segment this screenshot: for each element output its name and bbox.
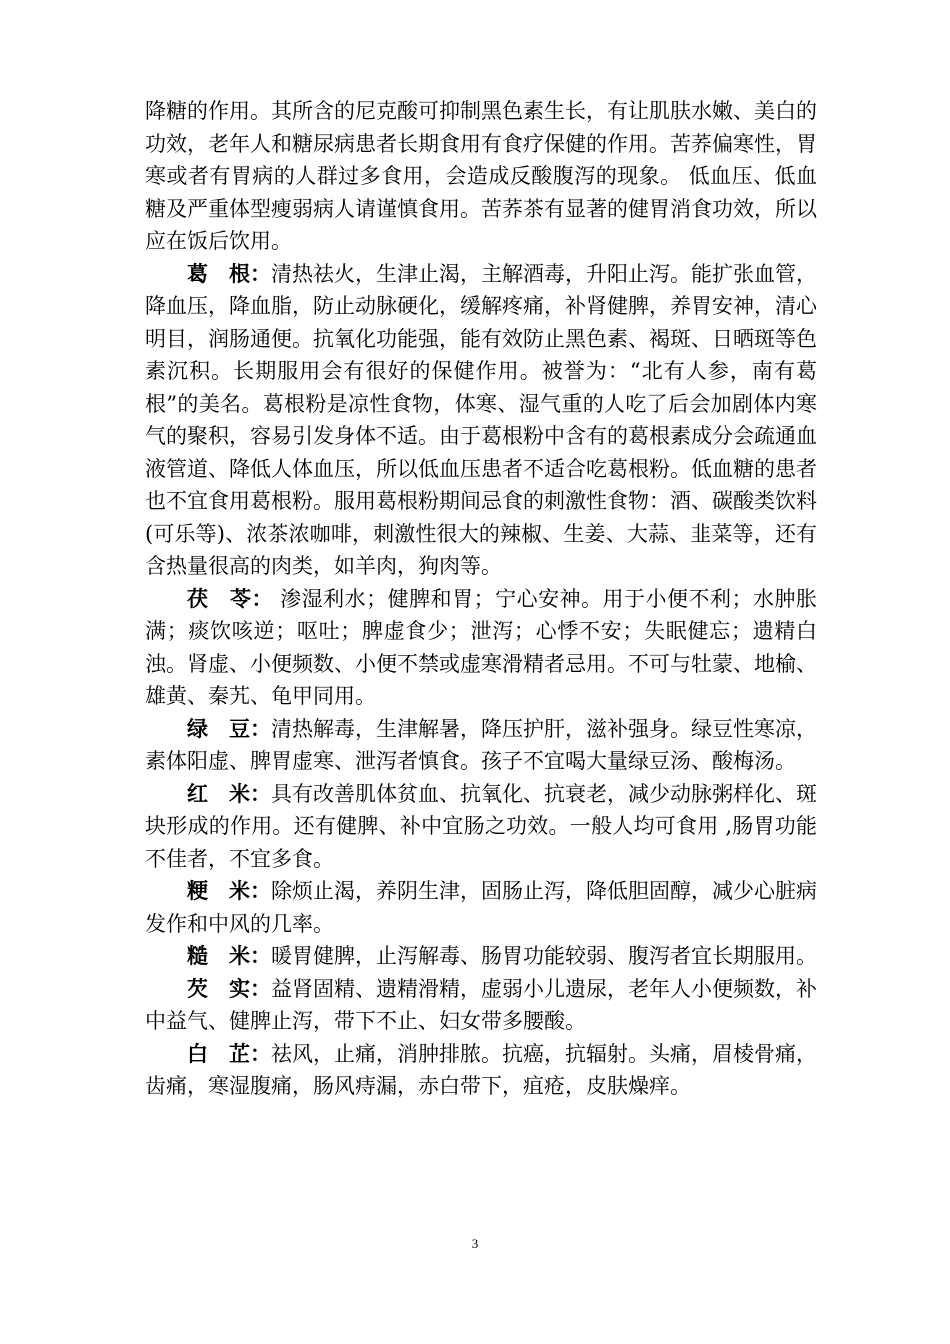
entry-term: 红 米： (187, 781, 271, 806)
page-body (145, 95, 817, 1103)
entry-fuling (145, 583, 817, 713)
entry-term: 芡 实： (187, 976, 271, 1001)
entry-caomi (145, 940, 817, 973)
entry-jingmi (145, 875, 817, 940)
entry-lvdou (145, 713, 817, 778)
entry-gegen (145, 258, 817, 583)
entry-text: 祛风，止痛，消肿排脓。抗癌，抗辐射。头痛，眉棱骨痛，齿痛，寒湿腹痛，肠风痔漏，赤白带下，疽疮，皮肤燥痒。 (145, 1041, 817, 1098)
entry-text: 清热解毒，生津解暑，降压护肝，滋补强身。绿豆性寒凉，素体阳虚、脾胃虚寒、泄泻者慎食。孩子不宜喝大量绿豆汤、酸梅汤。 (145, 716, 817, 773)
entry-term: 粳 米： (187, 879, 271, 903)
entry-hongmi (145, 778, 817, 876)
entry-term: 糙 米： (187, 944, 271, 968)
entry-baizhi (145, 1038, 817, 1103)
entry-term: 茯 苓： (187, 586, 273, 611)
entry-text: 具有改善肌体贫血、抗氧化、抗衰老，减少动脉粥样化、斑块形成的作用。还有健脾、补中宜肠之功效。一般人均可食用 ,肠胃功能不佳者，不宜多食。 (145, 781, 817, 871)
continuation-paragraph: 降糖的作用。其所含的尼克酸可抑制黑色素生长，有让肌肤水嫩、美白的功效，老年人和糖尿病患者长期食用有食疗保健的作用。苦荞偏寒性，胃寒或者有胃病的人群过多食用，会造成反酸腹泻的现象。 低血压、低血糖及严重体型瘦弱病人请谨慎食用。苦荞茶有显著的健胃消食功效，所以应在饭后饮用。 (145, 99, 817, 253)
entry-text: 清热祛火，生津止渴，主解酒毒，升阳止泻。能扩张血管，降血压，降血脂，防止动脉硬化，缓解疼痛，补肾健脾，养胃安神，清心明目，润肠通便。抗氧化功能强，能有效防止黑色素、褐斑、日晒斑等色素沉积。长期服用会有很好的保健作用。被誉为：“北有人参，南有葛根”的美名。葛根粉是凉性食物，体寒、湿气重的人吃了后会加剧体内寒气的聚积，容易引发身体不适。由于葛根粉中含有的葛根素成分会疏通血液管道、降低人体血压，所以低血压患者不适合吃葛根粉。低血糖的患者也不宜食用葛根粉。服用葛根粉期间忌食的刺激性食物：酒、碳酸类饮料(可乐等)、浓茶浓咖啡，刺激性很大的辣椒、生姜、大蒜、韭菜等，还有含热量很高的肉类，如羊肉，狗肉等。 (145, 261, 817, 578)
entry-text: 益肾固精、遗精滑精，虚弱小儿遗尿，老年人小便频数，补中益气、健脾止泻，带下不止、妇女带多腰酸。 (145, 976, 817, 1033)
entry-term: 白 芷： (187, 1041, 271, 1066)
entry-qianshi (145, 973, 817, 1038)
page-number: 3 (471, 1236, 479, 1251)
entry-term: 绿 豆： (187, 716, 271, 741)
entry-text: 除烦止渴，养阴生津，固肠止泻，降低胆固醇，减少心脏病发作和中风的几率。 (145, 879, 817, 936)
entry-text: 暖胃健脾，止泻解毒、肠胃功能较弱、腹泻者宜长期服用。 (271, 944, 817, 968)
entry-text: 渗湿利水；健脾和胃；宁心安神。用于小便不利；水肿胀满；痰饮咳逆；呕吐；脾虚食少；泄泻；心悸不安；失眠健忘；遗精白浊。肾虚、小便频数、小便不禁或虚寒滑精者忌用。不可与牡蒙、地榆、雄黄、秦艽、龟甲同用。 (145, 586, 817, 708)
entry-term: 葛 根： (187, 261, 271, 286)
